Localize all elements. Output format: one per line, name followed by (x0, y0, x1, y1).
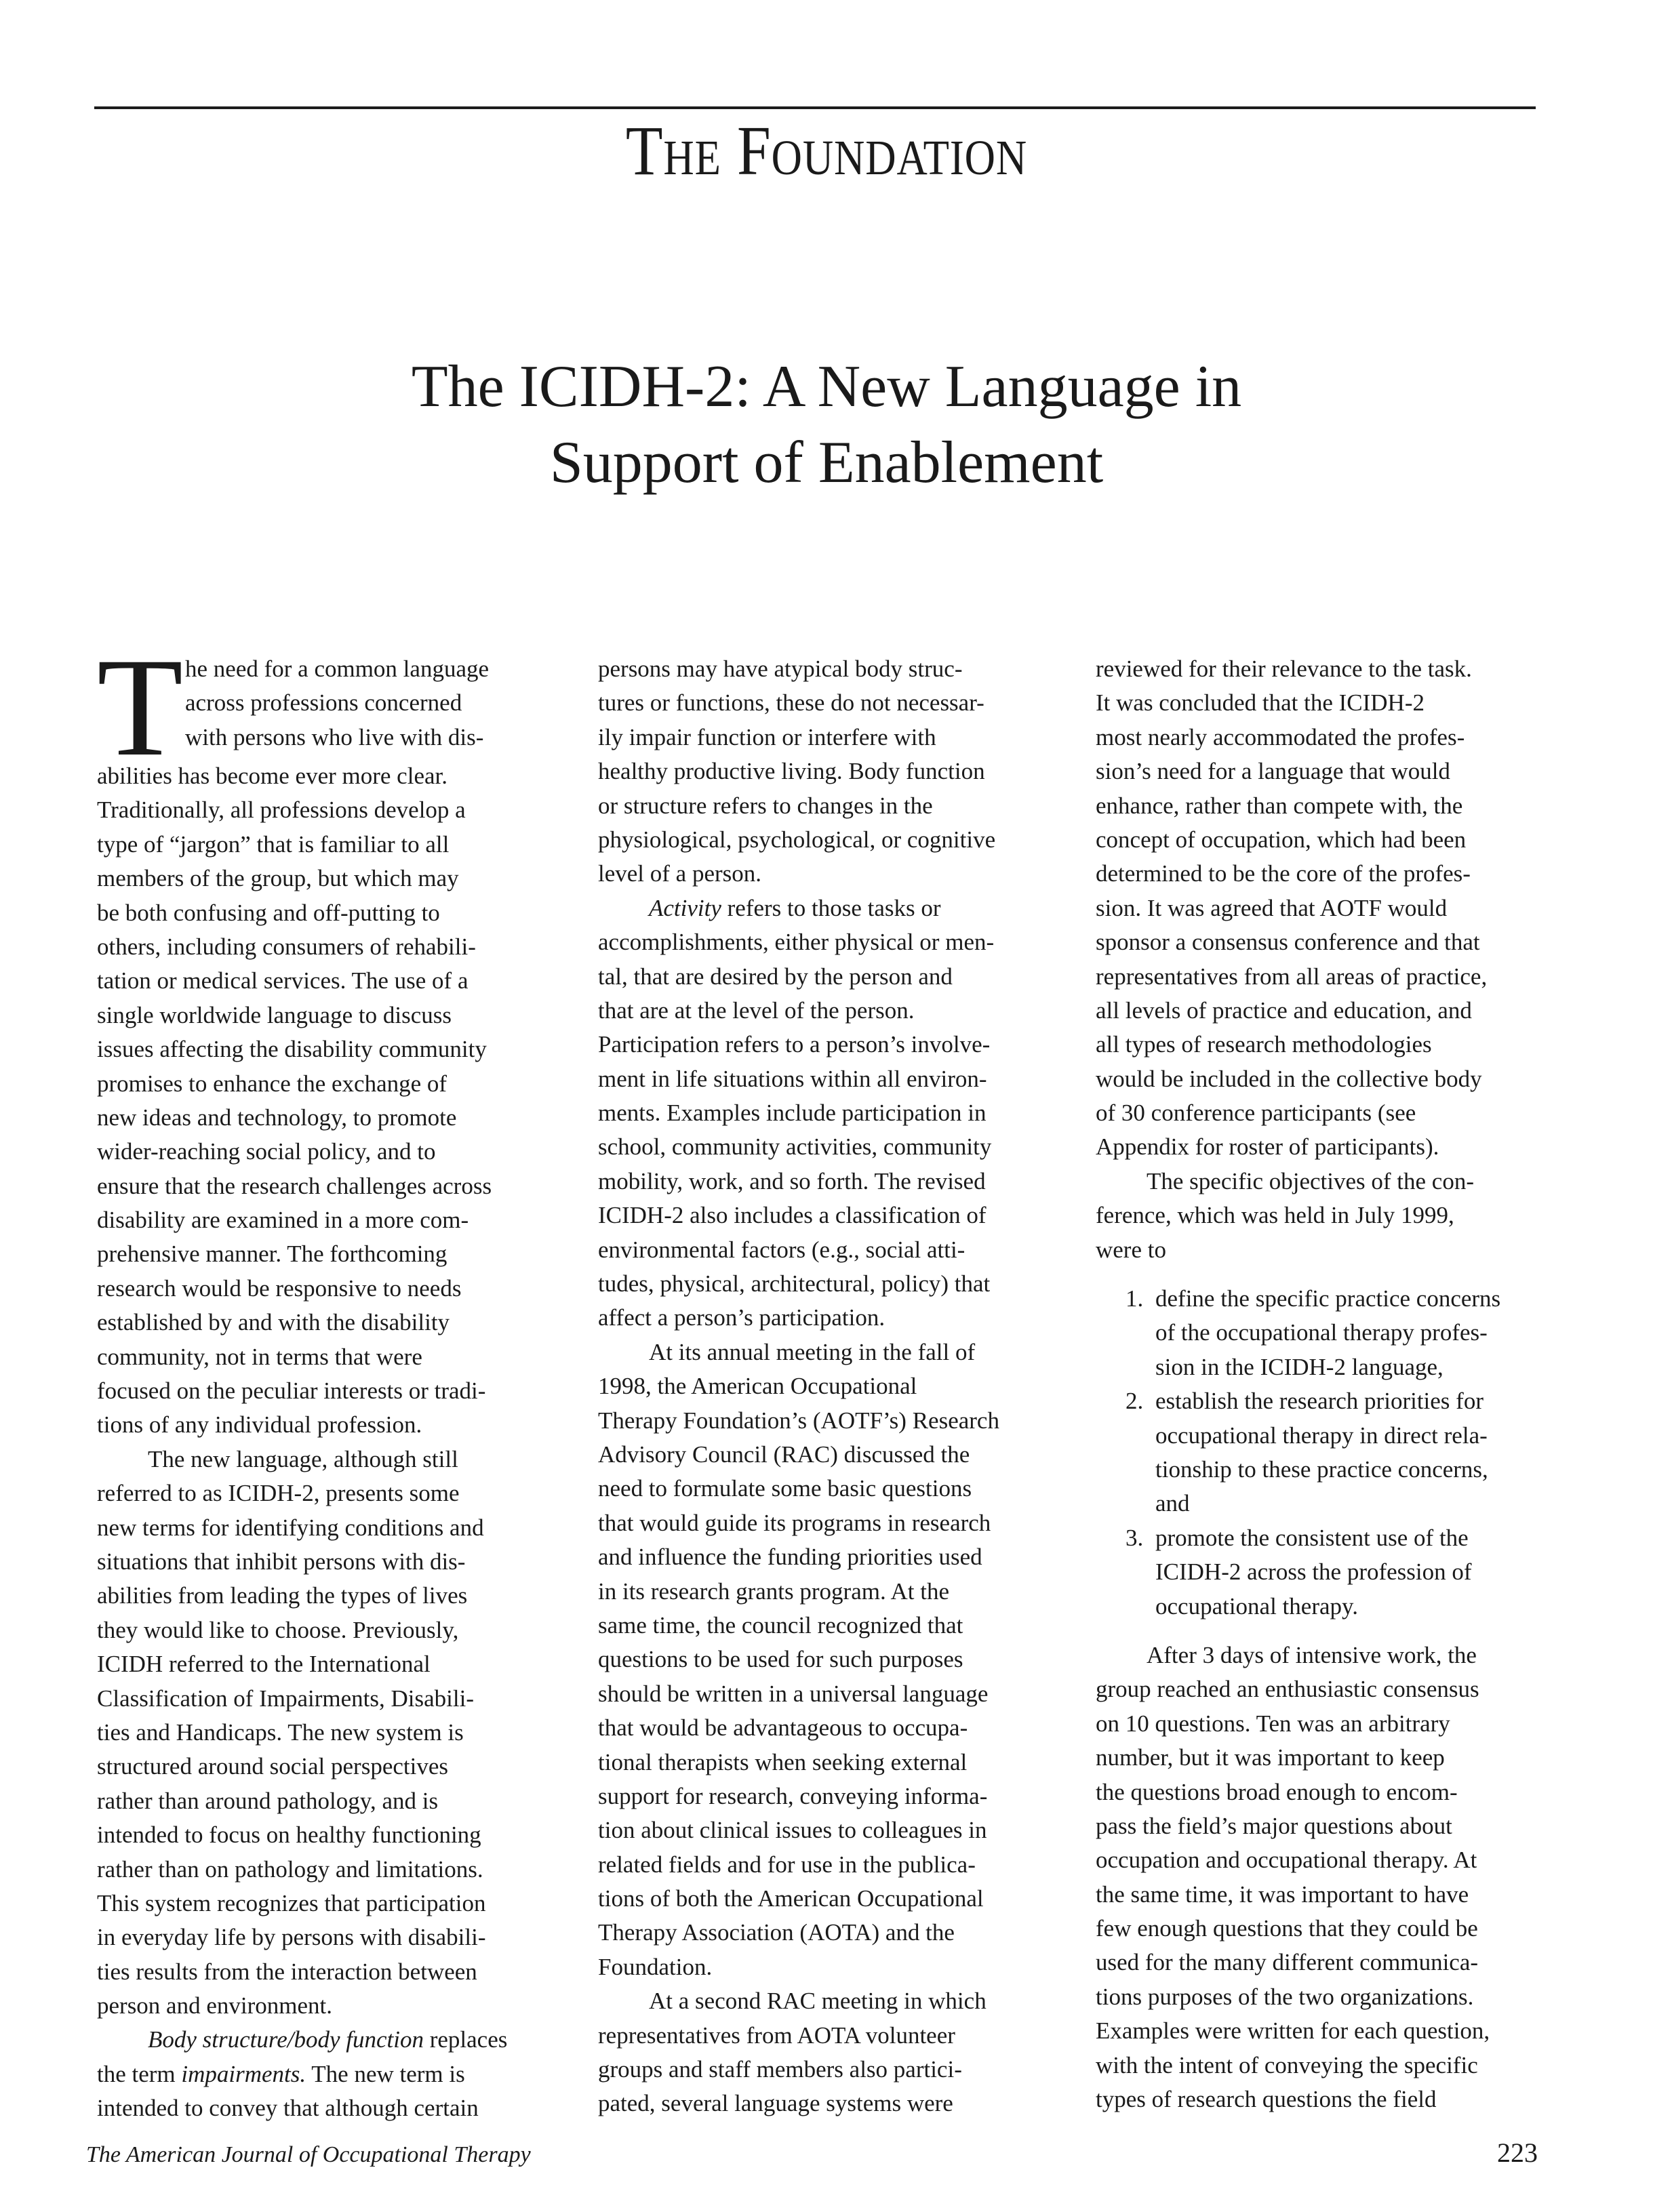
italic-term: Activity (649, 894, 721, 921)
list-item-line (1096, 1316, 1564, 1350)
text-line: Participation refers to a person’s involve- (598, 1031, 991, 1058)
paragraph (1096, 1165, 1564, 1267)
paragraph (97, 759, 558, 1443)
text-line: sponsor a consensus conference and that (1096, 929, 1480, 956)
text-line: situations that inhibit persons with dis- (97, 1548, 466, 1575)
paragraph (97, 1443, 558, 2024)
text-line: types of research questions the field (1096, 2086, 1437, 2113)
text-line: the questions broad enough to encom- (1096, 1778, 1458, 1805)
text-line: This system recognizes that participation (97, 1889, 486, 1916)
text-line: ties and Handicaps. The new system is (97, 1718, 464, 1746)
text-line: 1998, the American Occupational (598, 1373, 917, 1400)
list-text: occupational therapy. (1155, 1592, 1358, 1620)
text-line: sion’s need for a language that would (1096, 758, 1450, 785)
text-line: new terms for identifying conditions and (97, 1514, 484, 1541)
text-line: tal, that are desired by the person and (598, 963, 953, 990)
text-line: in its research grants program. At the (598, 1577, 950, 1605)
paragraph (1096, 1638, 1564, 2116)
text-span: replaces (423, 2026, 508, 2053)
list-item-line (1096, 1453, 1564, 1487)
text-line: the same time, it was important to have (1096, 1881, 1469, 1908)
text-line: After 3 days of intensive work, the (1147, 1641, 1477, 1668)
text-line: wider-reaching social policy, and to (97, 1138, 436, 1165)
text-line: Advisory Council (RAC) discussed the (598, 1441, 970, 1468)
text-line: support for research, conveying informa- (598, 1782, 988, 1809)
text-line: on 10 questions. Ten was an arbitrary (1096, 1710, 1450, 1737)
text-line: pass the field’s major questions about (1096, 1812, 1452, 1839)
text-line: group reached an enthusiastic consensus (1096, 1676, 1479, 1703)
text-line: tions purposes of the two organizations. (1096, 1983, 1474, 2010)
paragraph-body (598, 925, 1059, 1335)
text-line: It was concluded that the ICIDH-2 (1096, 689, 1425, 717)
text-line: and influence the funding priorities used (598, 1544, 982, 1571)
text-line: disability are examined in a more com- (97, 1207, 469, 1234)
list-item-line (1096, 1555, 1564, 1589)
text-line: representatives from AOTA volunteer (598, 2022, 955, 2049)
text-span: refers to those tasks or (721, 894, 941, 921)
text-line: tions of both the American Occupational (598, 1885, 984, 1912)
text-line: accomplishments, either physical or men- (598, 929, 995, 956)
text-line: others, including consumers of rehabili- (97, 933, 476, 960)
list-text: establish the research priorities for (1155, 1388, 1483, 1415)
text-line: they would like to choose. Previously, (97, 1616, 459, 1643)
article-title (0, 349, 1653, 501)
italic-term: impairments. (181, 2060, 306, 2087)
text-span: The new term is (306, 2060, 465, 2087)
text-line: intended to focus on healthy functioning (97, 1822, 481, 1849)
text-line: environmental factors (e.g., social atti- (598, 1236, 965, 1263)
text-line: need to formulate some basic questions (598, 1475, 972, 1502)
text-line: rather than around pathology, and is (97, 1787, 439, 1814)
text-line: enhance, rather than compete with, the (1096, 792, 1463, 819)
text-line: affect a person’s participation. (598, 1304, 885, 1331)
text-line: with persons who live with dis- (185, 723, 484, 750)
drop-cap: T (97, 629, 184, 785)
text-line: number, but it was important to keep (1096, 1744, 1445, 1771)
text-line: representatives from all areas of practice, (1096, 963, 1488, 990)
paragraph (1096, 652, 1564, 1165)
section-heading: The Foundation (625, 112, 1028, 190)
text-line: across professions concerned (185, 689, 462, 717)
text-line: rather than on pathology and limitations. (97, 1855, 483, 1883)
spacer (1096, 1624, 1564, 1638)
list-item-line (1096, 1384, 1564, 1418)
text-line: person and environment. (97, 1992, 332, 2019)
text-line: tions of any individual profession. (97, 1411, 422, 1439)
list-text: tionship to these practice concerns, (1155, 1455, 1488, 1483)
text-line: that would be advantageous to occupa- (598, 1714, 968, 1742)
list-number: 1. (1126, 1285, 1144, 1312)
text-line: structured around social perspectives (97, 1753, 449, 1780)
text-line: level of a person. (598, 860, 762, 887)
paragraph (598, 891, 1059, 1335)
text-line: Appendix for roster of participants). (1096, 1133, 1439, 1161)
text-line: all levels of practice and education, and (1096, 997, 1472, 1024)
text-line: prehensive manner. The forthcoming (97, 1241, 447, 1268)
text-line: Therapy Association (AOTA) and the (598, 1919, 955, 1946)
text-line: The new language, although still (148, 1445, 458, 1472)
list-text: define the specific practice concerns (1155, 1285, 1501, 1312)
text-line: ICIDH-2 also includes a classification of (598, 1202, 987, 1229)
text-line: should be written in a universal language (598, 1680, 989, 1707)
list-number: 2. (1126, 1388, 1144, 1415)
text-line (97, 2023, 558, 2057)
text-line: ference, which was held in July 1999, (1096, 1202, 1454, 1229)
text-line: issues affecting the disability community (97, 1036, 487, 1063)
text-line: Therapy Foundation’s (AOTF’s) Research (598, 1407, 999, 1434)
text-line: concept of occupation, which had been (1096, 826, 1467, 853)
text-line: most nearly accommodated the profes- (1096, 723, 1465, 750)
text-line: ties results from the interaction between (97, 1958, 477, 1985)
text-line: sion. It was agreed that AOTF would (1096, 894, 1448, 921)
list-text: occupational therapy in direct rela- (1155, 1422, 1488, 1449)
list-item-line (1096, 1419, 1564, 1453)
text-span: the term (97, 2060, 182, 2087)
text-line: all types of research methodologies (1096, 1031, 1432, 1058)
list-item-line (1096, 1350, 1564, 1384)
text-line: At a second RAC meeting in which (649, 1988, 987, 2015)
text-line: ensure that the research challenges across (97, 1172, 492, 1199)
list-item-line (1096, 1282, 1564, 1316)
column-3 (1096, 652, 1564, 2116)
text-line: established by and with the disability (97, 1309, 450, 1336)
text-line: intended to convey that although certain (97, 2095, 479, 2122)
text-line: physiological, psychological, or cognitive (598, 826, 996, 853)
text-line: tures or functions, these do not necessar- (598, 689, 984, 717)
text-line: Foundation. (598, 1953, 713, 1980)
list-text: sion in the ICIDH-2 language, (1155, 1353, 1443, 1380)
text-line: occupation and occupational therapy. At (1096, 1847, 1477, 1874)
text-line: in everyday life by persons with disabili- (97, 1924, 486, 1951)
text-line (97, 2057, 558, 2091)
text-line: be both confusing and off-putting to (97, 899, 440, 926)
text-line: that would guide its programs in research (598, 1509, 991, 1536)
text-line: reviewed for their relevance to the task. (1096, 656, 1472, 682)
text-line: school, community activities, community (598, 1133, 992, 1161)
text-line: tion about clinical issues to colleagues in (598, 1817, 987, 1844)
text-line: new ideas and technology, to promote (97, 1104, 457, 1131)
text-line: that are at the level of the person. (598, 997, 915, 1024)
text-line: pated, several language systems were (598, 2090, 953, 2117)
text-line: At its annual meeting in the fall of (649, 1338, 976, 1365)
page-number: 223 (1497, 2137, 1538, 2168)
text-line: persons may have atypical body struc- (598, 656, 963, 682)
text-line: members of the group, but which may (97, 865, 459, 892)
text-line: or structure refers to changes in the (598, 792, 933, 819)
text-line (598, 891, 1059, 925)
objectives-list (1096, 1282, 1564, 1624)
list-item-line (1096, 1521, 1564, 1555)
list-number: 3. (1126, 1524, 1144, 1551)
text-line: mobility, work, and so forth. The revised (598, 1167, 986, 1194)
text-line: determined to be the core of the profes- (1096, 860, 1471, 887)
article-title-line-1: The ICIDH-2: A New Language in (411, 354, 1242, 420)
spacer (1096, 1267, 1564, 1282)
paragraph (598, 1335, 1059, 1984)
column-1 (97, 629, 558, 2126)
text-line: abilities has become ever more clear. (97, 763, 447, 789)
text-line: tation or medical services. The use of a (97, 967, 469, 994)
list-item-line (1096, 1590, 1564, 1624)
text-line: referred to as ICIDH-2, presents some (97, 1480, 460, 1507)
text-line: were to (1096, 1236, 1166, 1263)
text-line: abilities from leading the types of lives (97, 1582, 468, 1609)
article-title-line-2: Support of Enablement (549, 430, 1104, 496)
text-line: Examples were written for each question, (1096, 2017, 1490, 2045)
text-line: would be included in the collective body (1096, 1065, 1482, 1092)
text-line: type of “jargon” that is familiar to all (97, 830, 450, 858)
text-line: single worldwide language to discuss (97, 1001, 452, 1028)
text-line: ICIDH referred to the International (97, 1651, 431, 1678)
list-text: promote the consistent use of the (1155, 1524, 1469, 1551)
paragraph (598, 1984, 1059, 2121)
footer-journal-name: The American Journal of Occupational Therapy (86, 2142, 531, 2167)
text-line: same time, the council recognized that (598, 1611, 963, 1638)
text-line: focused on the peculiar interests or tradi- (97, 1378, 486, 1405)
text-line: questions to be used for such purposes (598, 1646, 963, 1673)
text-line: few enough questions that they could be (1096, 1915, 1478, 1942)
text-line: Traditionally, all professions develop a (97, 797, 466, 824)
text-line: promises to enhance the exchange of (97, 1070, 447, 1097)
paragraph (598, 652, 1059, 891)
text-line: community, not in terms that were (97, 1343, 422, 1370)
text-line: groups and staff members also partici- (598, 2056, 962, 2083)
list-text: and (1155, 1490, 1190, 1517)
text-line: with the intent of conveying the specific (1096, 2051, 1478, 2078)
text-line: ily impair function or interfere with (598, 723, 936, 750)
paragraph (97, 2023, 558, 2125)
list-text: of the occupational therapy profes- (1155, 1319, 1488, 1346)
text-line: ments. Examples include participation in (598, 1100, 987, 1127)
text-line: Classification of Impairments, Disabili- (97, 1685, 475, 1712)
text-line: tional therapists when seeking external (598, 1748, 968, 1775)
list-text: ICIDH-2 across the profession of (1155, 1559, 1472, 1586)
text-line: tudes, physical, architectural, policy) that (598, 1270, 991, 1298)
text-line: healthy productive living. Body function (598, 758, 985, 785)
text-line: used for the many different communica- (1096, 1949, 1479, 1976)
text-line: The specific objectives of the con- (1147, 1167, 1474, 1194)
text-line: related fields and for use in the publica- (598, 1851, 976, 1878)
text-line: of 30 conference participants (see (1096, 1100, 1416, 1127)
text-line: he need for a common language (185, 656, 490, 682)
header-rule (94, 106, 1536, 109)
list-item-line (1096, 1487, 1564, 1521)
column-2 (598, 652, 1059, 2121)
text-line: ment in life situations within all environ- (598, 1065, 987, 1092)
italic-term: Body structure/body function (148, 2026, 424, 2053)
text-line: research would be responsive to needs (97, 1274, 462, 1302)
